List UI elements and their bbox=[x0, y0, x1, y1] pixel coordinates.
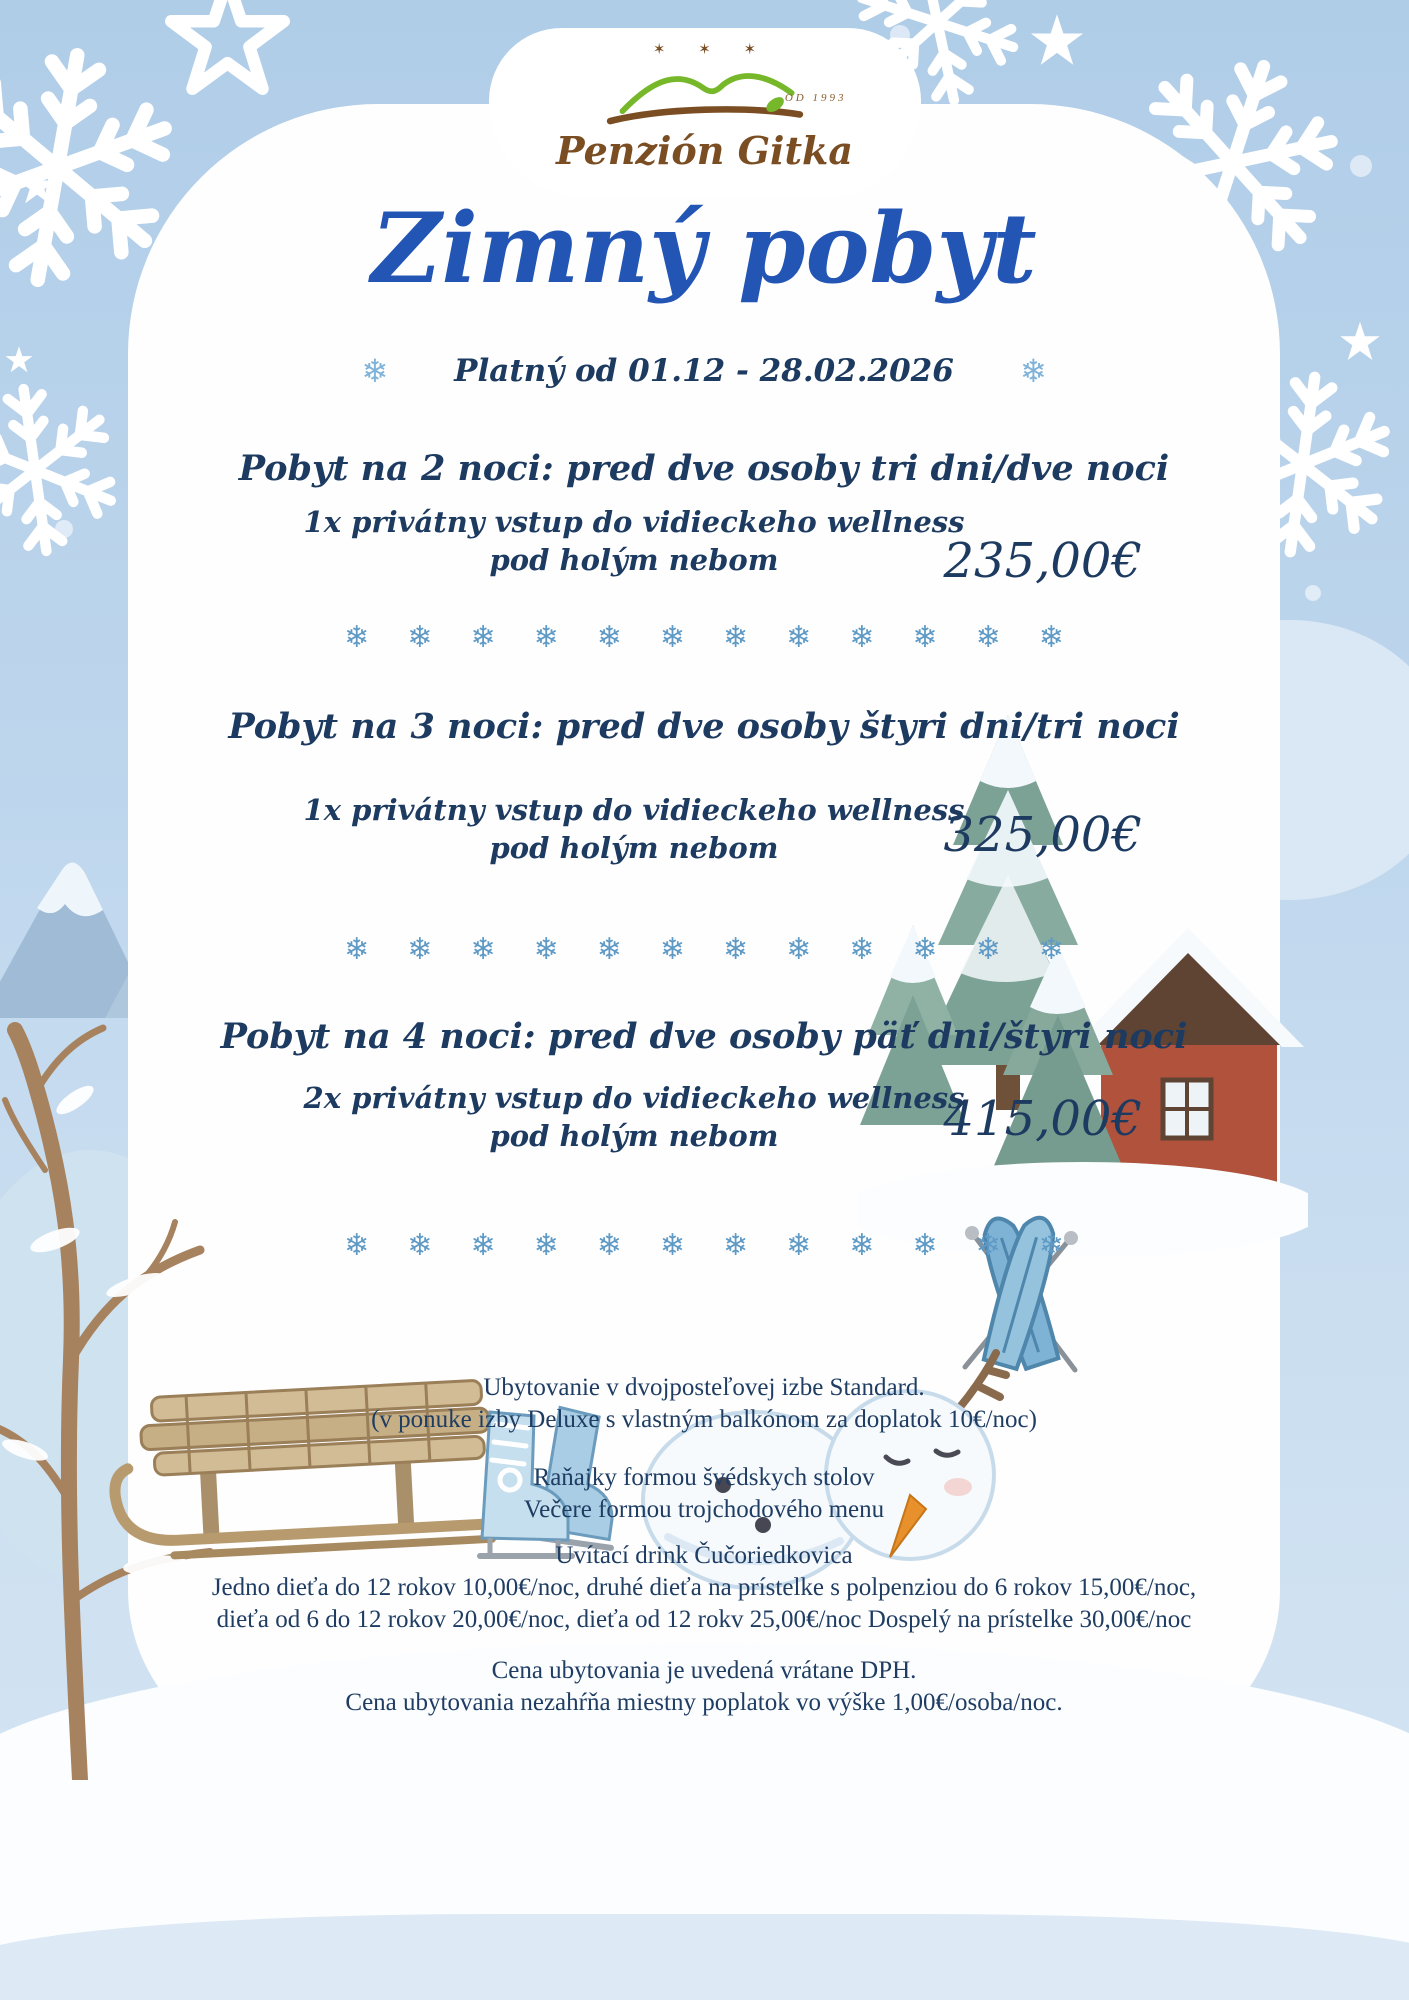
snowflake-icon: ❄ bbox=[975, 1228, 1001, 1263]
snowflake-icon: ❄ bbox=[723, 932, 749, 967]
snowflake-divider bbox=[128, 1228, 1280, 1263]
children-price-line: dieťa od 6 do 12 rokov 20,00€/noc, dieťa od 12 rokv 25,00€/noc Dospelý na prístelke 30,00€/noc bbox=[216, 1606, 1192, 1633]
logo-name: Penzión Gitka bbox=[556, 128, 853, 173]
snowflake-icon: ❄ bbox=[596, 932, 622, 967]
snowflake-icon: ❄ bbox=[849, 932, 875, 967]
offer-section-3-nights bbox=[128, 706, 1280, 867]
children-price-line: Jedno dieťa do 12 rokov 10,00€/noc, druhé dieťa na prístelke s polpenziou do 6 rokov 15,00€/noc, bbox=[211, 1574, 1197, 1601]
offer-heading: Pobyt na 3 noci: pred dve osoby štyri dni/tri noci bbox=[228, 706, 1180, 747]
snowflake-divider bbox=[128, 932, 1280, 967]
offer-description-line: pod holým nebom bbox=[489, 831, 779, 865]
snowflake-divider bbox=[128, 620, 1280, 655]
offer-heading: Pobyt na 2 noci: pred dve osoby tri dni/dve noci bbox=[238, 448, 1170, 489]
offer-description-line: 1x privátny vstup do vidieckeho wellness bbox=[303, 505, 965, 539]
room-info-line: Ubytovanie v dvojposteľovej izbe Standard. bbox=[483, 1374, 925, 1401]
snowflake-icon: ❄ bbox=[975, 620, 1001, 655]
snowflake-icon: ❄ bbox=[1038, 620, 1064, 655]
offer-price: 415,00€ bbox=[943, 1091, 1142, 1147]
snowflake-icon: ❄ bbox=[975, 932, 1001, 967]
vat-info-line: Cena ubytovania je uvedená vrátane DPH. bbox=[491, 1657, 917, 1684]
snowflake-icon: ❄ bbox=[361, 352, 389, 390]
snowflake-icon: ❄ bbox=[723, 620, 749, 655]
snow-dot bbox=[1350, 155, 1372, 177]
snowflake-icon: ❄ bbox=[344, 620, 370, 655]
snowflake-icon: ❄ bbox=[344, 1228, 370, 1263]
room-info-line: (v ponuke izby Deluxe s vlastným balkónom za doplatok 10€/noc) bbox=[371, 1406, 1037, 1433]
star-decoration bbox=[1338, 320, 1382, 364]
logo-stars-icon: ✶ ✶ ✶ bbox=[652, 40, 771, 58]
snowflake-icon: ❄ bbox=[470, 1228, 496, 1263]
snowflake-icon: ❄ bbox=[786, 620, 812, 655]
snowflake-icon: ❄ bbox=[533, 1228, 559, 1263]
snowflake-icon: ❄ bbox=[533, 620, 559, 655]
snowflake-icon: ❄ bbox=[533, 932, 559, 967]
offer-section-2-nights bbox=[128, 448, 1280, 589]
drink-info-line: Uvítací drink Čučoriedkovica bbox=[555, 1542, 853, 1569]
snowflake-icon: ❄ bbox=[659, 1228, 685, 1263]
snowflake-icon: ❄ bbox=[659, 620, 685, 655]
snowflake-icon: ❄ bbox=[723, 1228, 749, 1263]
logo-since: OD 1993 bbox=[784, 92, 847, 104]
snowflake-icon: ❄ bbox=[912, 1228, 938, 1263]
snowflake-icon: ❄ bbox=[407, 932, 433, 967]
offer-price: 235,00€ bbox=[943, 533, 1142, 589]
snowflake-icon: ❄ bbox=[912, 620, 938, 655]
snowflake-icon: ❄ bbox=[786, 932, 812, 967]
snowflake-icon: ❄ bbox=[849, 620, 875, 655]
snowflake-icon: ❄ bbox=[849, 1228, 875, 1263]
offer-description-line: pod holým nebom bbox=[489, 1119, 779, 1153]
offer-description-line: 1x privátny vstup do vidieckeho wellness bbox=[303, 793, 965, 827]
poster-content bbox=[128, 0, 1280, 2000]
snowflake-icon: ❄ bbox=[912, 932, 938, 967]
snowflake-icon: ❄ bbox=[596, 1228, 622, 1263]
star-decoration bbox=[16, 165, 58, 207]
snowflake-icon: ❄ bbox=[786, 1228, 812, 1263]
snowflake-icon: ❄ bbox=[1019, 352, 1047, 390]
snowflake-icon: ❄ bbox=[470, 620, 496, 655]
offer-heading: Pobyt na 4 noci: pred dve osoby päť dni/štyri noci bbox=[220, 1016, 1188, 1057]
snowflake-icon: ❄ bbox=[344, 932, 370, 967]
offer-description-line: 2x privátny vstup do vidieckeho wellness bbox=[303, 1081, 965, 1115]
snowflake-icon: ❄ bbox=[407, 620, 433, 655]
snowflake-icon: ❄ bbox=[470, 932, 496, 967]
offer-section-4-nights bbox=[128, 1016, 1280, 1155]
snowflake-icon: ❄ bbox=[1038, 1228, 1064, 1263]
snowflake-icon: ❄ bbox=[407, 1228, 433, 1263]
snowflake-icon: ❄ bbox=[596, 620, 622, 655]
details-block bbox=[128, 1372, 1280, 1719]
offer-price: 325,00€ bbox=[943, 807, 1142, 863]
vat-info-line: Cena ubytovania nezahŕňa miestny poplatok vo výške 1,00€/osoba/noc. bbox=[345, 1689, 1063, 1716]
meals-info-line: Raňajky formou švédskych stolov bbox=[533, 1464, 875, 1491]
snowflake-icon: ❄ bbox=[659, 932, 685, 967]
validity-line bbox=[128, 352, 1280, 390]
validity-text: Platný od 01.12 - 28.02.2026 bbox=[454, 353, 954, 389]
meals-info-line: Večere formou trojchodového menu bbox=[523, 1496, 885, 1523]
snow-dot bbox=[1305, 585, 1321, 601]
offer-description-line: pod holým nebom bbox=[489, 543, 779, 577]
snowflake-icon: ❄ bbox=[1038, 932, 1064, 967]
star-decoration bbox=[4, 345, 34, 375]
page-title: Zimný pobyt bbox=[371, 192, 1037, 305]
